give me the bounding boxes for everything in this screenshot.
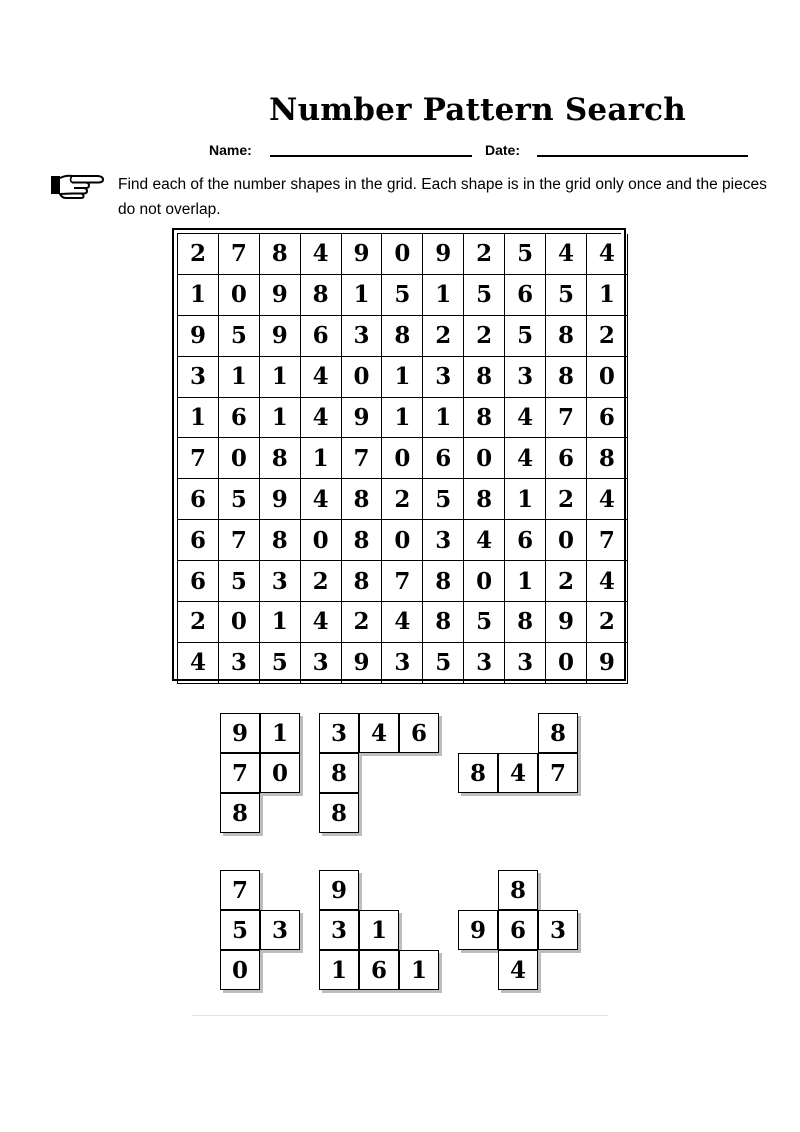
grid-cell[interactable]: 2 xyxy=(178,602,219,643)
shape-cell: 3 xyxy=(319,713,359,753)
grid-cell[interactable]: 1 xyxy=(505,479,546,520)
shape-cell: 9 xyxy=(458,910,498,950)
shape-cell: 7 xyxy=(538,753,578,793)
grid-cell[interactable]: 9 xyxy=(423,234,464,275)
grid-cell[interactable]: 2 xyxy=(382,479,423,520)
grid-cell[interactable]: 7 xyxy=(219,234,260,275)
shape-cell: 3 xyxy=(319,910,359,950)
grid-cell[interactable]: 8 xyxy=(342,561,383,602)
grid-cell[interactable]: 6 xyxy=(546,438,587,479)
grid-cell[interactable]: 5 xyxy=(219,561,260,602)
grid-cell[interactable]: 9 xyxy=(546,602,587,643)
number-grid xyxy=(177,233,621,684)
grid-cell[interactable]: 2 xyxy=(464,234,505,275)
grid-cell[interactable]: 1 xyxy=(423,275,464,316)
grid-cell[interactable]: 0 xyxy=(342,357,383,398)
shape-cell: 6 xyxy=(359,950,399,990)
grid-cell[interactable]: 1 xyxy=(382,398,423,439)
grid-cell[interactable]: 7 xyxy=(382,561,423,602)
grid-cell[interactable]: 7 xyxy=(342,438,383,479)
shape-cell: 4 xyxy=(359,713,399,753)
grid-cell[interactable]: 2 xyxy=(178,234,219,275)
grid-cell[interactable]: 6 xyxy=(587,398,628,439)
grid-cell[interactable]: 8 xyxy=(464,398,505,439)
grid-cell[interactable]: 1 xyxy=(505,561,546,602)
number-shape-3 xyxy=(458,713,623,843)
grid-cell[interactable]: 3 xyxy=(505,357,546,398)
grid-cell[interactable]: 5 xyxy=(423,479,464,520)
grid-cell[interactable]: 2 xyxy=(546,561,587,602)
shape-cell: 9 xyxy=(319,870,359,910)
shape-cell: 4 xyxy=(498,950,538,990)
grid-cell[interactable]: 7 xyxy=(219,520,260,561)
grid-cell[interactable]: 0 xyxy=(587,357,628,398)
grid-cell[interactable]: 2 xyxy=(587,316,628,357)
shape-cell: 6 xyxy=(498,910,538,950)
instructions-text: Find each of the number shapes in the grid. Each shape is in the grid only once and the pieces do not overlap. xyxy=(118,176,767,218)
shape-cell: 4 xyxy=(498,753,538,793)
name-label: Name: xyxy=(209,142,252,158)
grid-cell[interactable]: 3 xyxy=(219,643,260,684)
grid-cell[interactable]: 1 xyxy=(342,275,383,316)
grid-cell[interactable]: 3 xyxy=(464,643,505,684)
date-line[interactable] xyxy=(537,155,748,157)
grid-cell[interactable]: 9 xyxy=(260,479,301,520)
grid-cell[interactable]: 5 xyxy=(219,316,260,357)
number-shape-6 xyxy=(458,870,623,1000)
grid-cell[interactable]: 2 xyxy=(342,602,383,643)
grid-cell[interactable]: 5 xyxy=(464,602,505,643)
grid-cell[interactable]: 8 xyxy=(546,316,587,357)
grid-cell[interactable]: 6 xyxy=(423,438,464,479)
grid-cell[interactable]: 4 xyxy=(505,398,546,439)
grid-cell[interactable]: 9 xyxy=(342,398,383,439)
grid-cell[interactable]: 9 xyxy=(342,234,383,275)
grid-cell[interactable]: 0 xyxy=(219,275,260,316)
grid-cell[interactable]: 4 xyxy=(464,520,505,561)
grid-cell[interactable]: 4 xyxy=(301,234,342,275)
grid-cell[interactable]: 8 xyxy=(382,316,423,357)
grid-cell[interactable]: 8 xyxy=(423,602,464,643)
grid-cell[interactable]: 1 xyxy=(219,357,260,398)
shape-cell: 8 xyxy=(220,793,260,833)
grid-cell[interactable]: 3 xyxy=(260,561,301,602)
grid-cell[interactable]: 2 xyxy=(301,561,342,602)
grid-cell[interactable]: 0 xyxy=(546,520,587,561)
grid-cell[interactable]: 5 xyxy=(546,275,587,316)
grid-cell[interactable]: 8 xyxy=(260,234,301,275)
number-grid-frame xyxy=(172,228,626,681)
grid-cell[interactable]: 4 xyxy=(301,357,342,398)
grid-cell[interactable]: 8 xyxy=(505,602,546,643)
shape-cell: 0 xyxy=(260,753,300,793)
shape-cell: 3 xyxy=(538,910,578,950)
grid-cell[interactable]: 8 xyxy=(587,438,628,479)
grid-cell[interactable]: 9 xyxy=(260,316,301,357)
grid-cell[interactable]: 8 xyxy=(464,479,505,520)
shape-cell: 1 xyxy=(359,910,399,950)
grid-cell[interactable]: 4 xyxy=(301,398,342,439)
grid-cell[interactable]: 1 xyxy=(423,398,464,439)
grid-cell[interactable]: 0 xyxy=(219,438,260,479)
grid-cell[interactable]: 4 xyxy=(301,602,342,643)
shape-cell: 8 xyxy=(498,870,538,910)
grid-cell[interactable]: 4 xyxy=(587,561,628,602)
grid-cell[interactable]: 7 xyxy=(587,520,628,561)
grid-cell[interactable]: 2 xyxy=(546,479,587,520)
shape-cell: 8 xyxy=(319,753,359,793)
grid-cell[interactable]: 6 xyxy=(178,479,219,520)
grid-cell[interactable]: 5 xyxy=(260,643,301,684)
grid-cell[interactable]: 3 xyxy=(423,520,464,561)
shape-cell: 1 xyxy=(399,950,439,990)
grid-cell[interactable]: 1 xyxy=(301,438,342,479)
page-title: Number Pattern Search xyxy=(269,92,686,128)
shape-cell: 9 xyxy=(220,713,260,753)
grid-cell[interactable]: 8 xyxy=(260,438,301,479)
grid-cell[interactable]: 0 xyxy=(382,520,423,561)
grid-cell[interactable]: 6 xyxy=(178,561,219,602)
shape-cell: 0 xyxy=(220,950,260,990)
grid-cell[interactable]: 4 xyxy=(587,234,628,275)
grid-cell[interactable]: 8 xyxy=(464,357,505,398)
grid-cell[interactable]: 9 xyxy=(178,316,219,357)
grid-cell[interactable]: 1 xyxy=(587,275,628,316)
grid-cell[interactable]: 6 xyxy=(505,275,546,316)
shape-cell: 1 xyxy=(260,713,300,753)
grid-cell[interactable]: 0 xyxy=(219,602,260,643)
grid-cell[interactable]: 5 xyxy=(382,275,423,316)
grid-cell[interactable]: 8 xyxy=(260,520,301,561)
grid-cell[interactable]: 4 xyxy=(301,479,342,520)
grid-cell[interactable]: 7 xyxy=(178,438,219,479)
grid-cell[interactable]: 3 xyxy=(301,643,342,684)
grid-cell[interactable]: 6 xyxy=(178,520,219,561)
grid-cell[interactable]: 2 xyxy=(464,316,505,357)
pointing-hand-icon xyxy=(50,170,106,200)
grid-cell[interactable]: 8 xyxy=(342,479,383,520)
grid-cell[interactable]: 2 xyxy=(423,316,464,357)
shape-cell: 8 xyxy=(538,713,578,753)
grid-cell[interactable]: 4 xyxy=(587,479,628,520)
grid-cell[interactable]: 4 xyxy=(546,234,587,275)
grid-cell[interactable]: 1 xyxy=(260,357,301,398)
shape-cell: 5 xyxy=(220,910,260,950)
grid-cell[interactable]: 4 xyxy=(505,438,546,479)
shape-cell: 3 xyxy=(260,910,300,950)
grid-cell[interactable]: 8 xyxy=(342,520,383,561)
grid-cell[interactable]: 5 xyxy=(423,643,464,684)
grid-cell[interactable]: 0 xyxy=(382,234,423,275)
shape-cell: 7 xyxy=(220,870,260,910)
footer-rule xyxy=(192,1015,608,1016)
grid-cell[interactable]: 8 xyxy=(546,357,587,398)
grid-cell[interactable]: 0 xyxy=(464,561,505,602)
grid-cell[interactable]: 9 xyxy=(587,643,628,684)
grid-cell[interactable]: 6 xyxy=(219,398,260,439)
grid-cell[interactable]: 3 xyxy=(505,643,546,684)
grid-cell[interactable]: 9 xyxy=(260,275,301,316)
name-line[interactable] xyxy=(270,155,472,157)
shape-cell: 8 xyxy=(458,753,498,793)
grid-cell[interactable]: 6 xyxy=(301,316,342,357)
grid-cell[interactable]: 1 xyxy=(260,602,301,643)
grid-cell[interactable]: 4 xyxy=(178,643,219,684)
grid-cell[interactable]: 8 xyxy=(301,275,342,316)
grid-cell[interactable]: 2 xyxy=(587,602,628,643)
grid-cell[interactable]: 3 xyxy=(342,316,383,357)
grid-cell[interactable]: 3 xyxy=(382,643,423,684)
shape-cell: 7 xyxy=(220,753,260,793)
grid-cell[interactable]: 5 xyxy=(219,479,260,520)
grid-cell[interactable]: 0 xyxy=(546,643,587,684)
grid-cell[interactable]: 5 xyxy=(505,316,546,357)
grid-cell[interactable]: 3 xyxy=(423,357,464,398)
grid-cell[interactable]: 4 xyxy=(382,602,423,643)
grid-cell[interactable]: 7 xyxy=(546,398,587,439)
grid-cell[interactable]: 0 xyxy=(382,438,423,479)
grid-cell[interactable]: 3 xyxy=(178,357,219,398)
grid-cell[interactable]: 1 xyxy=(260,398,301,439)
grid-cell[interactable]: 1 xyxy=(178,275,219,316)
shape-cell: 1 xyxy=(319,950,359,990)
grid-cell[interactable]: 1 xyxy=(382,357,423,398)
grid-cell[interactable]: 1 xyxy=(178,398,219,439)
grid-cell[interactable]: 6 xyxy=(505,520,546,561)
grid-cell[interactable]: 8 xyxy=(423,561,464,602)
shape-cell: 8 xyxy=(319,793,359,833)
grid-cell[interactable]: 0 xyxy=(301,520,342,561)
date-label: Date: xyxy=(485,142,521,158)
grid-cell[interactable]: 5 xyxy=(505,234,546,275)
grid-cell[interactable]: 9 xyxy=(342,643,383,684)
grid-cell[interactable]: 5 xyxy=(464,275,505,316)
grid-cell[interactable]: 0 xyxy=(464,438,505,479)
shape-cell: 6 xyxy=(399,713,439,753)
